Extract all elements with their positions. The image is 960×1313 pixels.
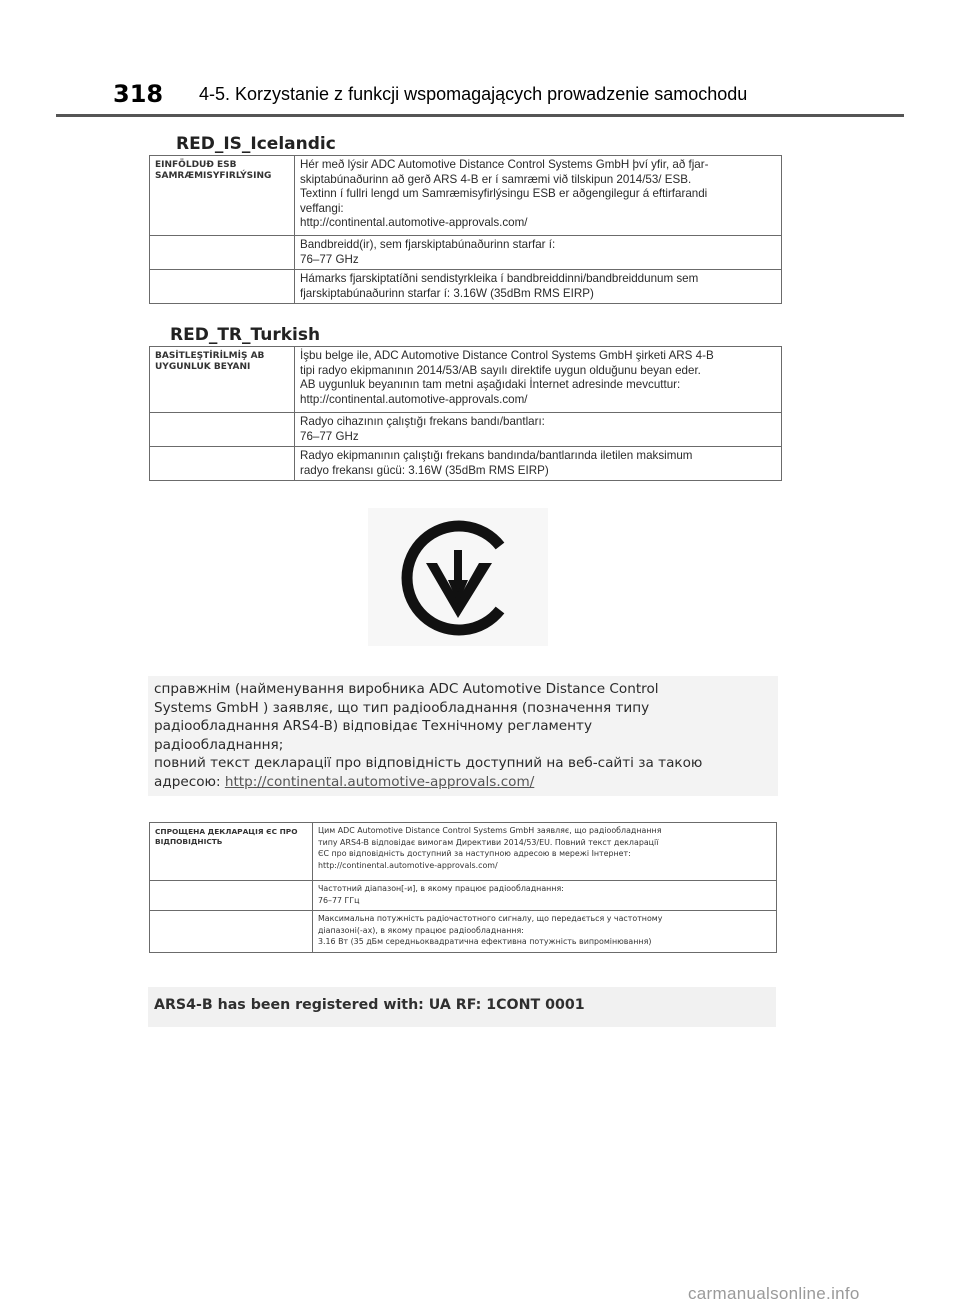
declaration-text (295, 347, 782, 413)
frequency-band-text (313, 881, 777, 911)
text-line: skiptabúnaðurinn að gerð ARS 4-B er í samræmi við tilskipun 2014/53/ ESB. (300, 172, 692, 186)
text-line: радіообладнання ARS4-B) відповідає Технічному регламенту (154, 718, 592, 734)
text-line: http://continental.automotive-approvals.com/ (300, 392, 528, 406)
text-line: типу ARS4-B відповідає вимогам Директиви 2014/53/EU. Повний текст декларації (318, 837, 659, 847)
table-row (150, 270, 782, 304)
page-header (0, 0, 960, 118)
chapter-title: 4-5. Korzystanie z funkcji wspomagających prowadzenie samochodu (199, 84, 748, 104)
declaration-label: СПРОЩЕНА ДЕКЛАРАЦІЯ ЄС ПРО ВІДПОВІДНІСТЬ (150, 823, 313, 881)
text-line: http://continental.automotive-approvals.com/ (300, 216, 528, 229)
empty-label-cell (150, 236, 295, 270)
address-prefix: адресою: (154, 773, 225, 790)
text-line: діапазоні(-ах), в якому працює радіообладнання: (318, 925, 524, 935)
text-line: Textinn í fullri lengd um Samræmisyfirlýsingu ESB er aðgengilegur á eftirfarandi (300, 187, 708, 200)
empty-label-cell (150, 447, 295, 481)
frequency-band-text (295, 413, 782, 447)
address-line (154, 773, 772, 792)
declaration-text (313, 823, 777, 881)
declaration-label: EINFÖLDUÐ ESB SAMRÆMISYFIRLÝSING (150, 156, 295, 236)
section-heading-turkish: RED_TR_Turkish (170, 325, 321, 345)
text-line: радіообладнання; (154, 736, 284, 753)
empty-label-cell (150, 881, 313, 911)
text-line: veffangi: (300, 201, 344, 215)
ukrainian-declaration-text (148, 676, 778, 796)
table-row (150, 413, 782, 447)
declaration-table-turkish (149, 346, 782, 481)
table-row (150, 347, 782, 413)
max-power-text (295, 447, 782, 481)
approvals-link[interactable]: http://continental.automotive-approvals.com/ (224, 773, 535, 790)
registration-statement: ARS4-B has been registered with: UA RF: 1CONT 0001 (148, 987, 776, 1027)
text-line: Radyo cihazının çalıştığı frekans bandı/bantları: (300, 415, 545, 428)
header-rule (56, 114, 904, 117)
table-row (150, 823, 777, 881)
text-line: 3.16 Вт (35 дБм середньоквадратична ефективна потужність випромінювання) (318, 937, 652, 946)
text-line: 76–77 GHz (300, 429, 359, 443)
table-row (150, 881, 777, 911)
text-line: Цим ADC Automotive Distance Control Systems GmbH заявляє, що радіообладнання (318, 826, 662, 835)
section-heading-icelandic: RED_IS_Icelandic (176, 134, 336, 154)
text-line: Максимальна потужність радіочастотного сигналу, що передається у частотному (318, 914, 663, 923)
empty-label-cell (150, 413, 295, 447)
text-line: повний текст декларації про відповідність доступний на веб-сайті за такою (154, 755, 703, 771)
empty-label-cell (150, 911, 313, 953)
text-line: İşbu belge ile, ADC Automotive Distance Control Systems GmbH şirketi ARS 4-B (300, 349, 714, 362)
table-row (150, 236, 782, 270)
declaration-text (295, 156, 782, 236)
table-row (150, 911, 777, 953)
empty-label-cell (150, 270, 295, 304)
text-line: Systems GmbH ) заявляє, що тип радіообладнання (позначення типу (154, 699, 650, 716)
declaration-table-ukrainian (149, 822, 777, 953)
text-line: Radyo ekipmanının çalıştığı frekans bandında/bantlarında iletilen maksimum (300, 449, 693, 462)
text-line: Hér með lýsir ADC Automotive Distance Control Systems GmbH því yfir, að fjar- (300, 158, 709, 171)
declaration-table-icelandic (149, 155, 782, 304)
text-line: tipi radyo ekipmanının 2014/53/AB sayılı direktife uygun olduğunu beyan eder. (300, 363, 701, 377)
frequency-band-text (295, 236, 782, 270)
conformity-mark-panel (368, 508, 548, 646)
text-line: http://continental.automotive-approvals.com/ (318, 860, 498, 870)
text-line: 76–77 ГГц (318, 895, 360, 905)
text-line: radyo frekansı gücü: 3.16W (35dBm RMS EIRP) (300, 463, 549, 477)
ukrainian-conformity-mark-icon (368, 508, 548, 646)
text-line: fjarskiptabúnaðurinn starfar í: 3.16W (35dBm RMS EIRP) (300, 286, 594, 300)
text-line: ЄС про відповідність доступний за наступною адресою в мережі Інтернет: (318, 849, 631, 858)
text-line: AB uygunluk beyanının tam metni aşağıdaki İnternet adresinde mevcuttur: (300, 378, 681, 391)
table-row (150, 156, 782, 236)
watermark-text: carmanualsonline.info (688, 1284, 860, 1303)
max-power-text (313, 911, 777, 953)
table-row (150, 447, 782, 481)
text-line: Bandbreidd(ir), sem fjarskiptabúnaðurinn starfar í: (300, 238, 556, 251)
text-line: 76–77 GHz (300, 252, 359, 266)
text-line: Hámarks fjarskiptatíðni sendistyrkleika í bandbreiddinni/bandbreiddunum sem (300, 272, 699, 285)
declaration-label: BASİTLEŞTİRİLMİŞ AB UYGUNLUK BEYANI (150, 347, 295, 413)
text-line: справжнім (найменування виробника ADC Automotive Distance Control (154, 681, 659, 697)
text-line: Частотний діапазон[-и], в якому працює радіообладнання: (318, 884, 564, 893)
page-number: 318 (113, 80, 164, 108)
max-power-text (295, 270, 782, 304)
